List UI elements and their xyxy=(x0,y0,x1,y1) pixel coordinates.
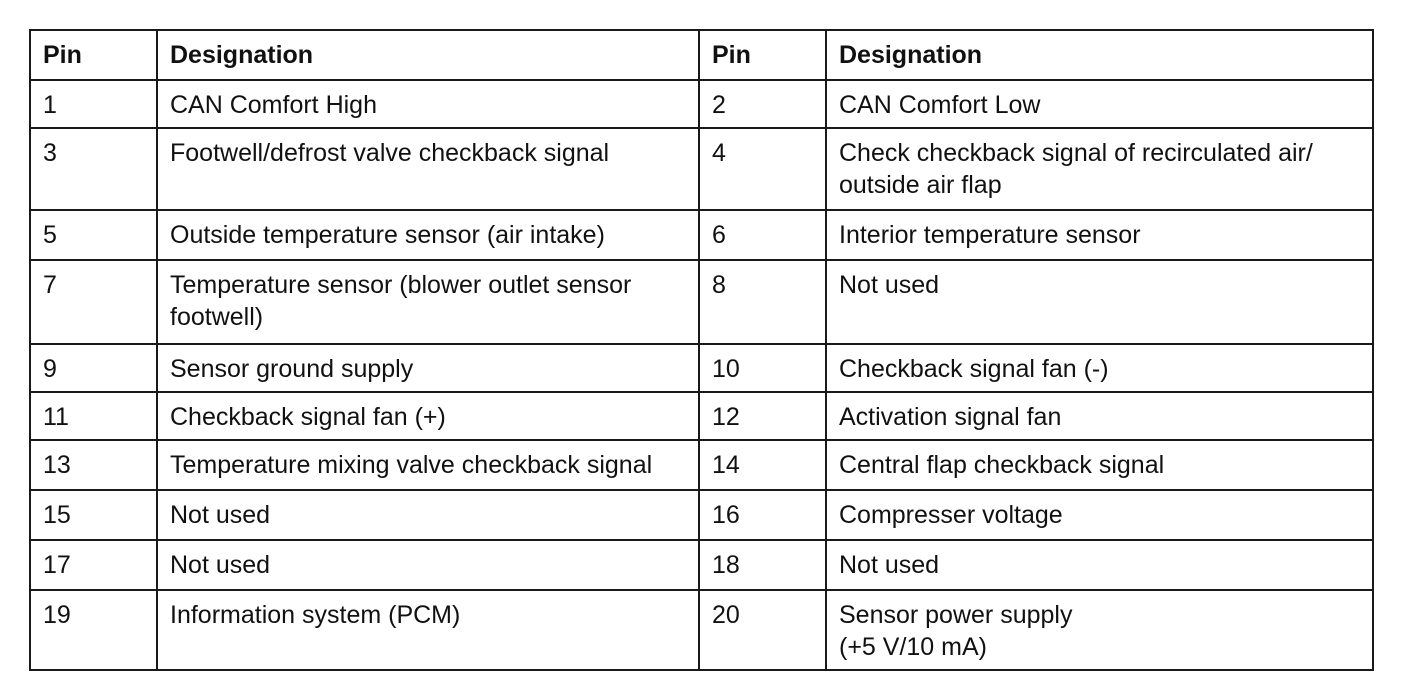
pin-number: 5 xyxy=(43,221,57,249)
table-row xyxy=(30,80,1373,128)
pin-cell xyxy=(30,128,157,210)
pin-designation: Checkback signal fan (-) xyxy=(839,355,1109,383)
pin-number: 17 xyxy=(43,551,71,579)
pin-number: 2 xyxy=(712,91,726,119)
designation-cell xyxy=(157,490,699,540)
designation-cell xyxy=(826,128,1373,210)
pin-cell xyxy=(699,590,826,670)
designation-cell xyxy=(826,490,1373,540)
header-row xyxy=(30,30,1373,80)
pin-designation: Temperature sensor (blower outlet sensor footwell) xyxy=(170,271,632,331)
designation-cell xyxy=(157,540,699,590)
table-row xyxy=(30,210,1373,260)
pin-cell xyxy=(699,490,826,540)
pin-designation: Interior temperature sensor xyxy=(839,221,1141,249)
pin-number: 19 xyxy=(43,601,71,629)
designation-cell xyxy=(826,440,1373,490)
pin-designation: Compresser voltage xyxy=(839,501,1063,529)
designation-cell xyxy=(157,590,699,670)
pin-designation: CAN Comfort Low xyxy=(839,91,1041,119)
pin-designation: Sensor ground supply xyxy=(170,355,414,383)
pin-number: 13 xyxy=(43,451,71,479)
pin-designation: Not used xyxy=(839,271,940,299)
pin-number: 15 xyxy=(43,501,71,529)
pin-number: 11 xyxy=(43,403,69,431)
table-row xyxy=(30,344,1373,392)
pin-assignment-table xyxy=(29,29,1374,671)
header-designation-left: Designation xyxy=(157,30,699,80)
pin-cell xyxy=(30,590,157,670)
table-row xyxy=(30,440,1373,490)
table-row xyxy=(30,590,1373,670)
designation-cell xyxy=(826,210,1373,260)
pin-number: 16 xyxy=(712,501,740,529)
header-pin-right: Pin xyxy=(699,30,826,80)
table-row xyxy=(30,540,1373,590)
pin-designation: Sensor power supply (+5 V/10 mA) xyxy=(839,601,1073,661)
pin-number: 18 xyxy=(712,551,740,579)
pin-designation: Information system (PCM) xyxy=(170,601,461,629)
pin-cell xyxy=(699,344,826,392)
pin-designation: Check checkback signal of recirculated air/ outside air flap xyxy=(839,139,1313,199)
designation-cell xyxy=(157,128,699,210)
pin-cell xyxy=(699,392,826,440)
pin-cell xyxy=(699,540,826,590)
pin-cell xyxy=(699,128,826,210)
pin-designation: Checkback signal fan (+) xyxy=(170,403,446,431)
pin-cell xyxy=(30,540,157,590)
header-pin-left: Pin xyxy=(30,30,157,80)
pin-cell xyxy=(30,260,157,344)
pin-designation: Temperature mixing valve checkback signal xyxy=(170,451,653,479)
table-row xyxy=(30,260,1373,344)
pin-number: 8 xyxy=(712,271,726,299)
designation-cell xyxy=(157,392,699,440)
table-row xyxy=(30,392,1373,440)
pin-number: 10 xyxy=(712,355,740,383)
designation-cell xyxy=(826,540,1373,590)
pin-cell xyxy=(30,440,157,490)
designation-cell xyxy=(157,80,699,128)
pin-cell xyxy=(699,440,826,490)
pin-number: 6 xyxy=(712,221,726,249)
pin-cell xyxy=(30,490,157,540)
designation-cell xyxy=(157,344,699,392)
pin-designation: Central flap checkback signal xyxy=(839,451,1165,479)
table-row xyxy=(30,490,1373,540)
pin-designation: Outside temperature sensor (air intake) xyxy=(170,221,605,249)
pin-cell xyxy=(30,344,157,392)
pin-number: 1 xyxy=(43,91,57,119)
pin-number: 14 xyxy=(712,451,740,479)
pin-cell xyxy=(30,210,157,260)
pin-cell xyxy=(699,80,826,128)
header-designation-right: Designation xyxy=(826,30,1373,80)
pin-designation: Footwell/defrost valve checkback signal xyxy=(170,139,610,167)
pin-number: 7 xyxy=(43,271,57,299)
pin-number: 9 xyxy=(43,355,57,383)
pin-designation: Not used xyxy=(170,501,271,529)
pin-cell xyxy=(30,80,157,128)
designation-cell xyxy=(826,80,1373,128)
designation-cell xyxy=(157,440,699,490)
designation-cell xyxy=(826,590,1373,670)
designation-cell xyxy=(826,260,1373,344)
pin-number: 4 xyxy=(712,139,726,167)
table-row xyxy=(30,128,1373,210)
designation-cell xyxy=(157,260,699,344)
pin-number: 20 xyxy=(712,601,740,629)
designation-cell xyxy=(826,392,1373,440)
pin-cell xyxy=(699,260,826,344)
designation-cell xyxy=(157,210,699,260)
pin-designation: Not used xyxy=(839,551,940,579)
pin-cell xyxy=(699,210,826,260)
pin-cell xyxy=(30,392,157,440)
pin-number: 3 xyxy=(43,139,57,167)
designation-cell xyxy=(826,344,1373,392)
pin-designation: CAN Comfort High xyxy=(170,91,377,119)
pin-designation: Not used xyxy=(170,551,271,579)
pin-number: 12 xyxy=(712,403,740,431)
pin-designation: Activation signal fan xyxy=(839,403,1062,431)
